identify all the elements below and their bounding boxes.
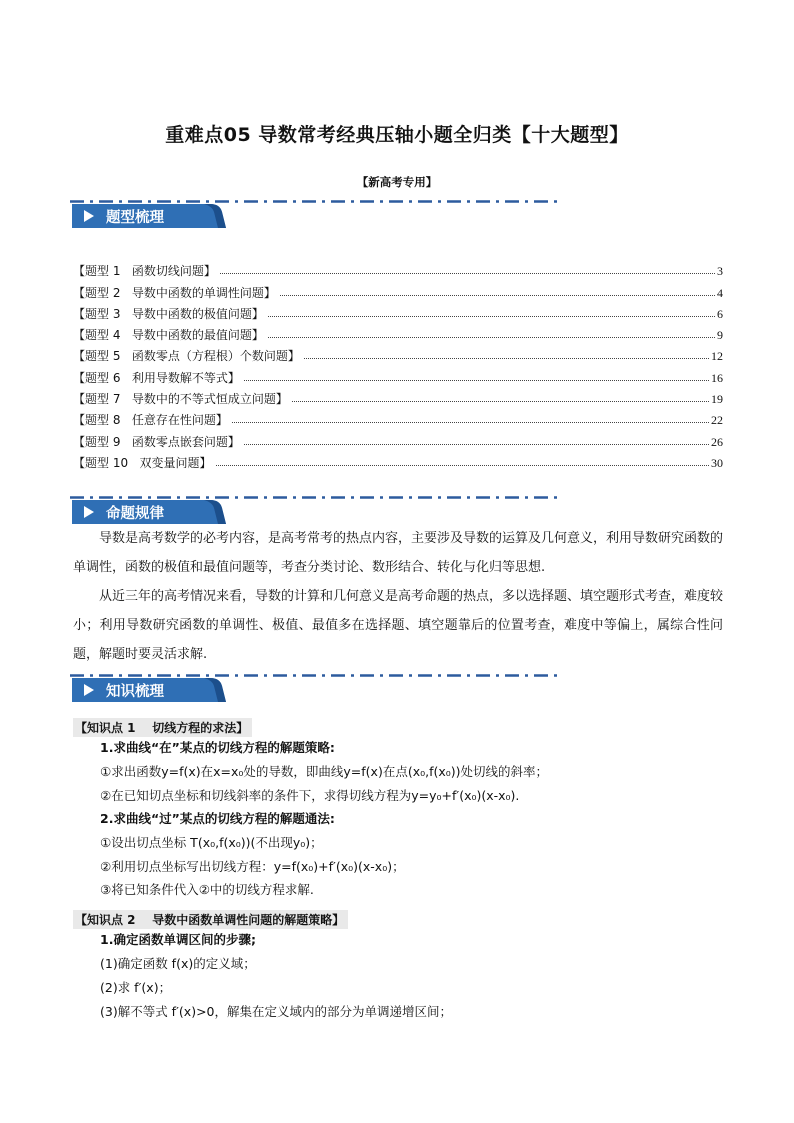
knowledge-line: (2)求 f′(x)； [100, 980, 172, 995]
knowledge-line: 1.确定函数单调区间的步骤; [100, 932, 256, 947]
dash-divider [70, 674, 558, 677]
banner-label: 知识梳理 [106, 684, 164, 700]
page-title: 重难点05 导数常考经典压轴小题全归类【十大题型】 [165, 124, 629, 146]
knowledge-point-heading: 【知识点 1 切线方程的求法】 [73, 718, 252, 737]
rules-text [73, 524, 723, 669]
toc-row[interactable]: 【题型 5 函数零点（方程根）个数问题】 12 [73, 349, 723, 364]
toc-row[interactable]: 【题型 6 利用导数解不等式】 16 [73, 370, 723, 385]
toc-row[interactable]: 【题型 10 双变量问题】 30 [73, 455, 723, 470]
knowledge-line: ②在已知切点坐标和切线斜率的条件下，求得切线方程为y=y₀+f′(x₀)(x-x₀). [100, 788, 520, 803]
dash-divider [70, 200, 558, 203]
page-subtitle: 【新高考专用】 [356, 175, 438, 189]
knowledge-line: 2.求曲线“过”某点的切线方程的解题通法: [100, 811, 335, 826]
banner-label: 题型梳理 [106, 210, 164, 226]
toc-row[interactable]: 【题型 9 函数零点嵌套问题】 26 [73, 434, 723, 449]
table-of-contents [73, 258, 723, 471]
knowledge-line: ①设出切点坐标 T(x₀,f(x₀))(不出现y₀)； [100, 835, 323, 850]
knowledge-line: ②利用切点坐标写出切线方程：y=f(x₀)+f′(x₀)(x-x₀)； [100, 859, 405, 874]
knowledge-line: ③将已知条件代入②中的切线方程求解. [100, 882, 314, 897]
toc-row[interactable]: 【题型 8 任意存在性问题】 22 [73, 413, 723, 428]
knowledge-line: (1)确定函数 f(x)的定义域； [100, 956, 256, 971]
section-banner-outline [70, 200, 720, 232]
toc-row[interactable]: 【题型 4 导数中函数的最值问题】 9 [73, 328, 723, 343]
banner-label: 命题规律 [106, 506, 164, 522]
knowledge-line: 1.求曲线“在”某点的切线方程的解题策略: [100, 740, 335, 755]
paragraph: 从近三年的高考情况来看，导数的计算和几何意义是高考命题的热点，多以选择题、填空题形式考查，难度较小；利用导数研究函数的单调性、极值、最值多在选择题、填空题靠后的位置考查，难度中等偏上，属综合性问题，解题时要灵活求解. [73, 589, 724, 662]
knowledge-line: ①求出函数y=f(x)在x=x₀处的导数，即曲线y=f(x)在点(x₀,f(x₀))处切线的斜率； [100, 764, 549, 779]
dash-divider [70, 496, 558, 499]
section-banner-knowledge [70, 674, 720, 706]
toc-row[interactable]: 【题型 7 导数中的不等式恒成立问题】 19 [73, 392, 723, 407]
toc-row[interactable]: 【题型 2 导数中函数的单调性问题】 4 [73, 285, 723, 300]
toc-row[interactable]: 【题型 1 函数切线问题】 3 [73, 264, 723, 279]
paragraph: 导数是高考数学的必考内容，是高考常考的热点内容，主要涉及导数的运算及几何意义，利用导数研究函数的单调性，函数的极值和最值问题等，考查分类讨论、数形结合、转化与化归等思想. [73, 531, 724, 575]
knowledge-point-heading: 【知识点 2 导数中函数单调性问题的解题策略】 [73, 910, 348, 929]
knowledge-line: (3)解不等式 f′(x)>0，解集在定义域内的部分为单调递增区间； [100, 1004, 452, 1019]
toc-row[interactable]: 【题型 3 导数中函数的极值问题】 6 [73, 306, 723, 321]
